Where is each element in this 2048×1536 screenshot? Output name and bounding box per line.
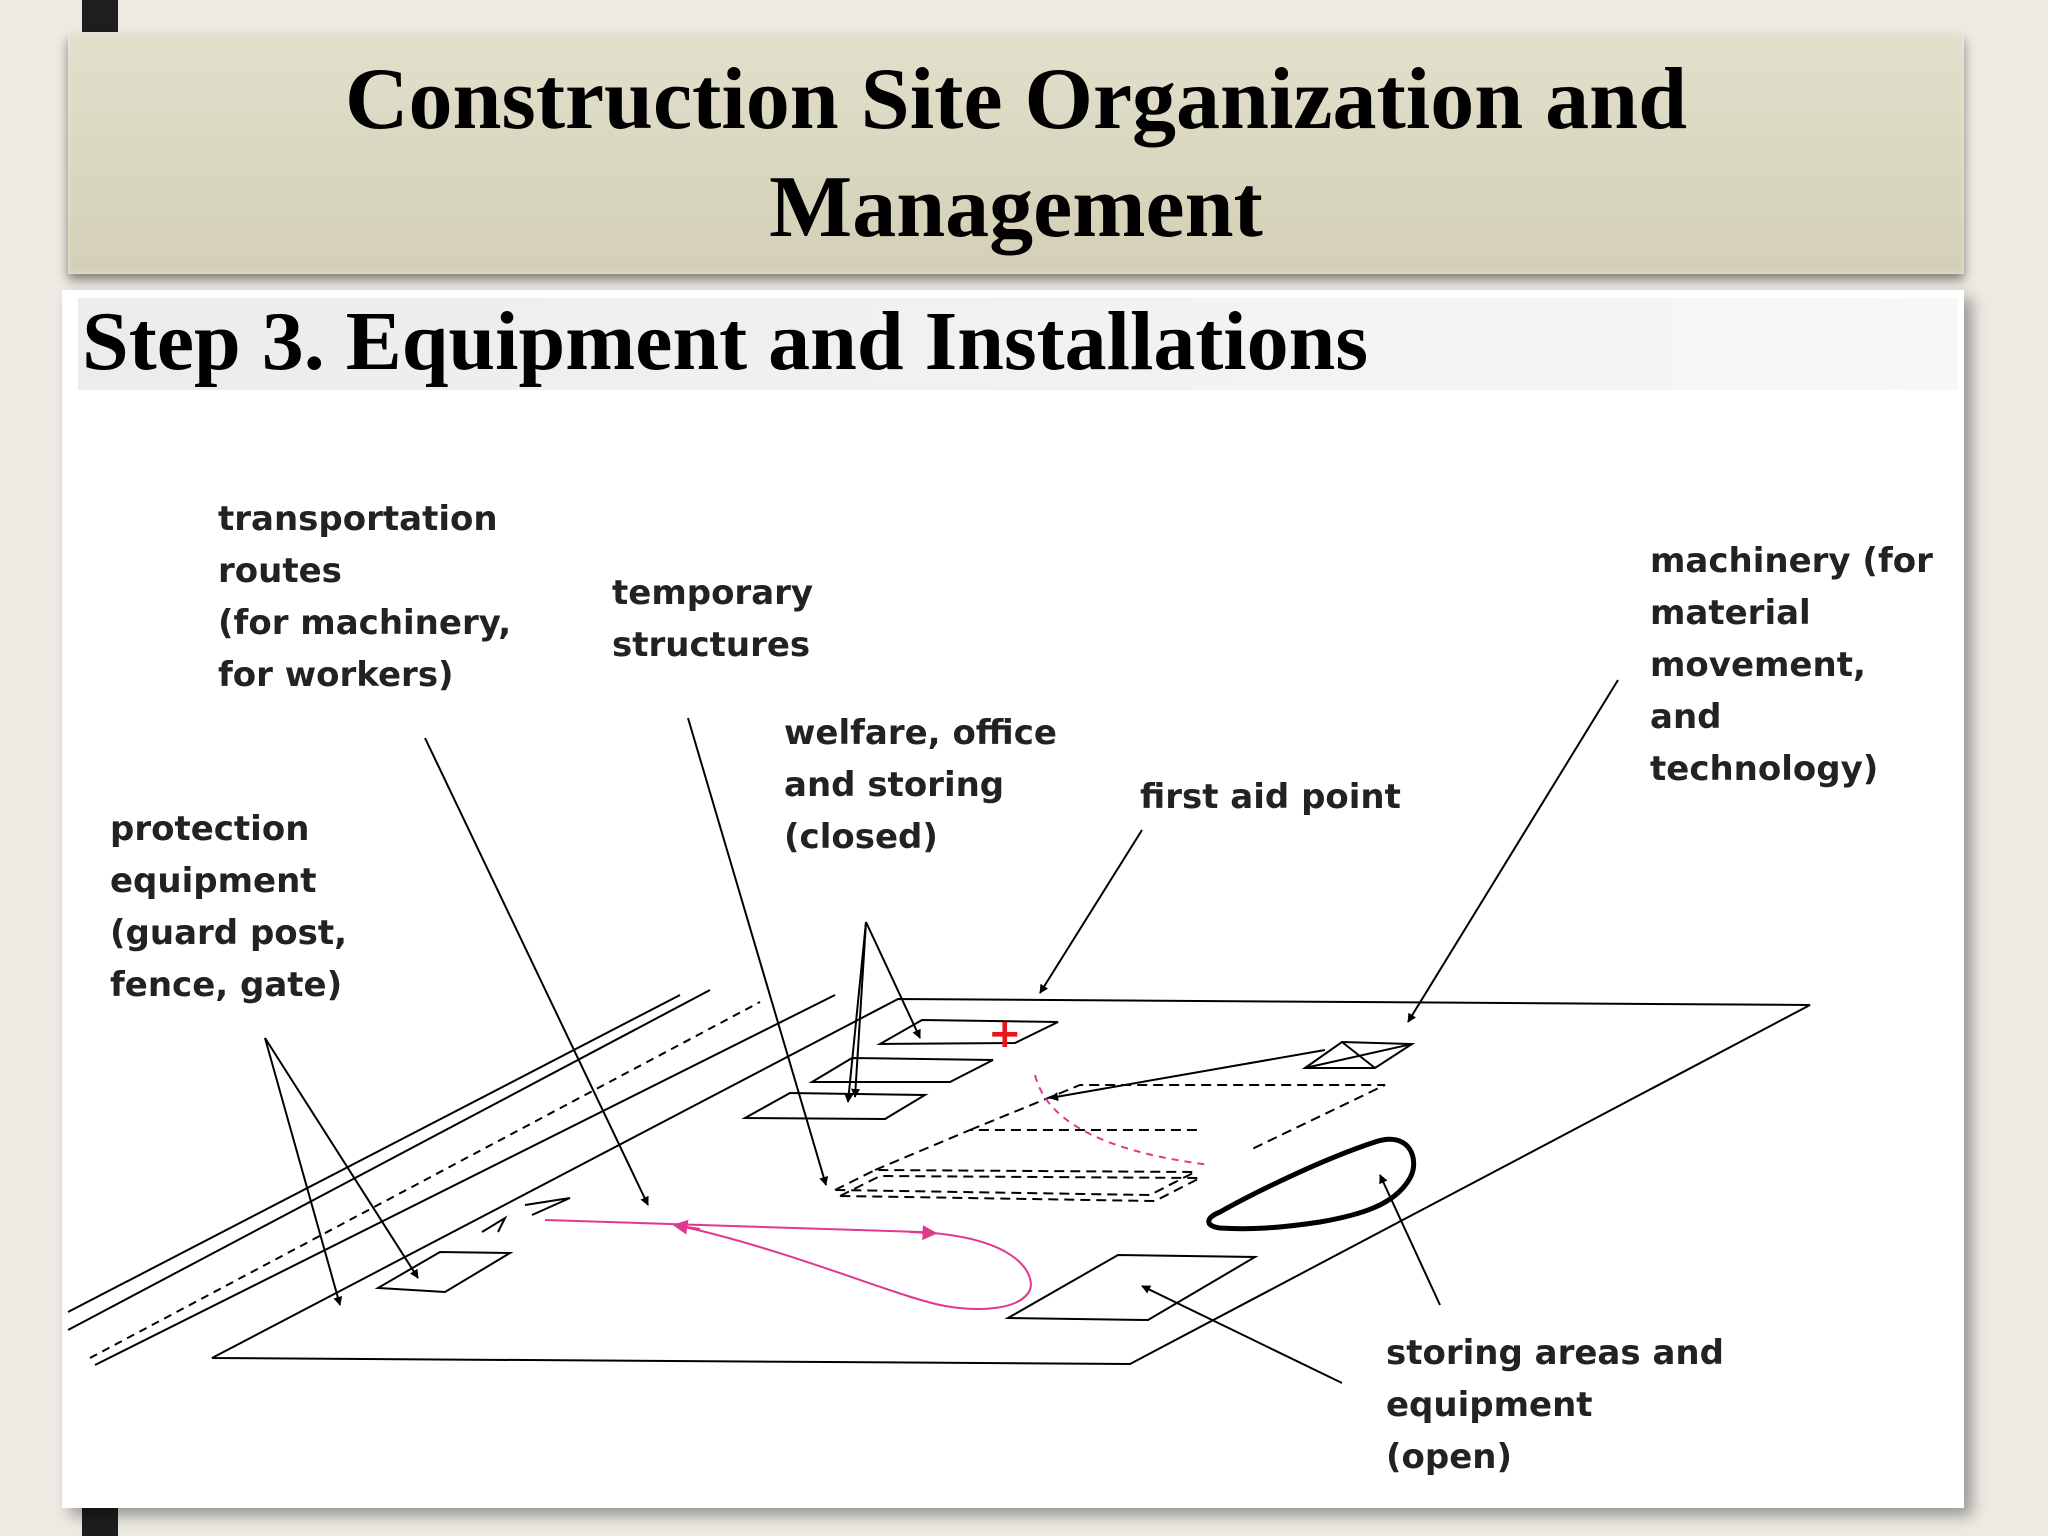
transportation-route	[545, 1220, 1031, 1309]
office-container-2	[812, 1058, 993, 1082]
svg-text:fence, gate): fence, gate)	[110, 965, 343, 1005]
svg-text:storing areas and: storing areas and	[1386, 1333, 1724, 1373]
office-container-3	[745, 1093, 925, 1119]
svg-text:temporary: temporary	[612, 573, 814, 613]
svg-text:welfare, office: welfare, office	[784, 713, 1057, 753]
callout-machinery	[1650, 541, 1933, 789]
crane-machinery	[1050, 1042, 1412, 1098]
callout-temporary-structures	[612, 573, 813, 665]
svg-text:first aid point: first aid point	[1140, 777, 1401, 817]
svg-text:and: and	[1650, 697, 1722, 737]
storage-pile	[1209, 1139, 1414, 1229]
crane-radius	[1035, 1075, 1210, 1165]
svg-text:(for machinery,: (for machinery,	[218, 603, 512, 643]
svg-text:and storing: and storing	[784, 765, 1005, 805]
office-container-1	[880, 1020, 1058, 1044]
open-storage-area	[1008, 1255, 1255, 1320]
svg-text:(closed): (closed)	[784, 817, 938, 857]
callout-transport	[218, 499, 511, 695]
svg-text:routes: routes	[218, 551, 342, 591]
callout-storing-open	[1386, 1333, 1724, 1477]
access-road	[68, 990, 835, 1365]
first-aid-cross-icon: +	[988, 1011, 1022, 1057]
svg-text:technology): technology)	[1650, 749, 1879, 789]
slide-title-line-2: Management	[769, 159, 1263, 256]
svg-text:equipment: equipment	[1386, 1385, 1593, 1425]
gate	[482, 1198, 570, 1232]
svg-text:movement,: movement,	[1650, 645, 1866, 685]
svg-text:machinery (for: machinery (for	[1650, 541, 1933, 581]
svg-text:transportation: transportation	[218, 499, 498, 539]
callout-welfare	[784, 713, 1057, 857]
svg-text:(guard post,: (guard post,	[110, 913, 348, 953]
svg-text:material: material	[1650, 593, 1811, 633]
svg-text:protection: protection	[110, 809, 310, 849]
guard-post	[378, 1252, 510, 1292]
slide-title-line-1: Construction Site Organization and	[344, 51, 1688, 148]
svg-text:equipment: equipment	[110, 861, 317, 901]
svg-text:for workers): for workers)	[218, 655, 454, 695]
svg-text:structures: structures	[612, 625, 811, 665]
route-arrow-2	[910, 1232, 930, 1233]
callout-first-aid	[1140, 777, 1401, 817]
callout-protection	[110, 809, 347, 1005]
slide-subtitle: Step 3. Equipment and Installations	[82, 295, 1369, 388]
svg-text:(open): (open)	[1386, 1437, 1513, 1477]
